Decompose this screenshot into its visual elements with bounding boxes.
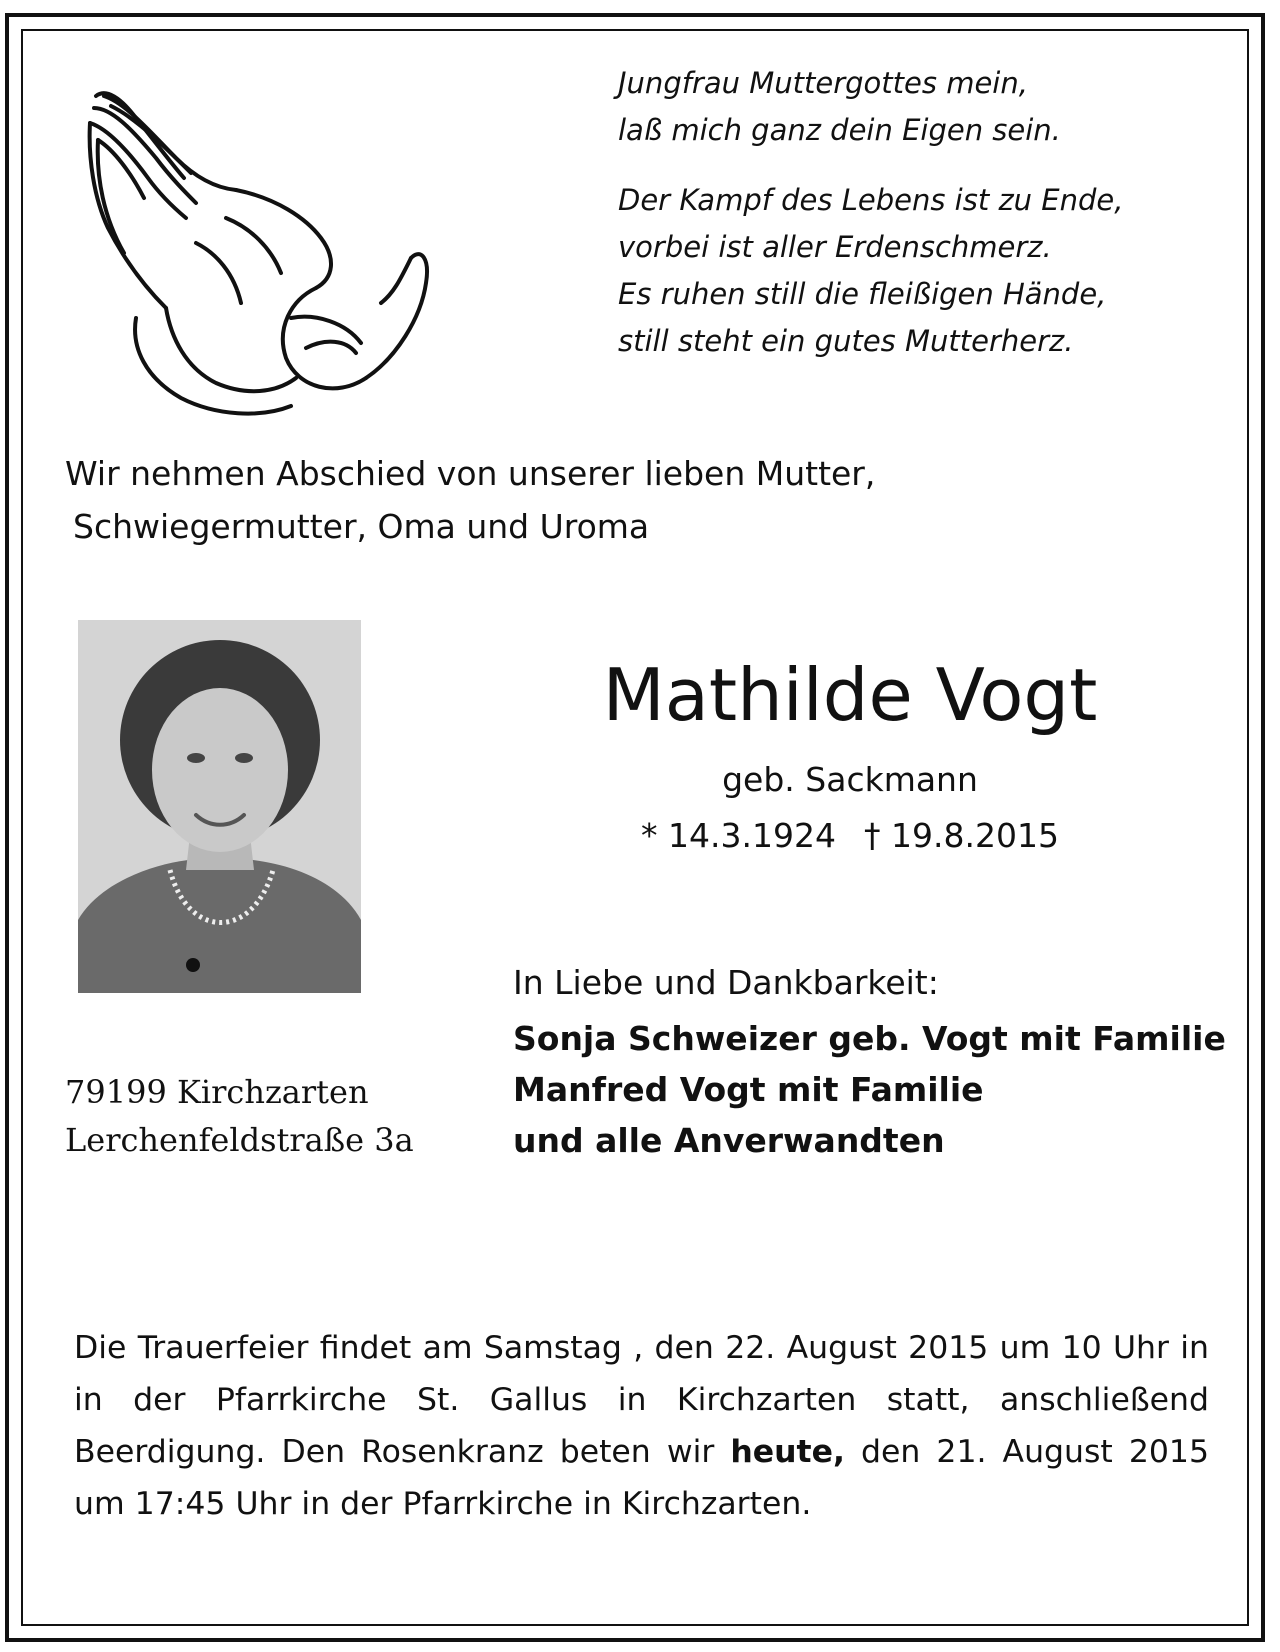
poem-line: Der Kampf des Lebens ist zu Ende, xyxy=(618,183,1124,217)
maiden-name: geb. Sackmann xyxy=(722,760,978,799)
mourner-name: Manfred Vogt mit Familie xyxy=(513,1070,984,1109)
portrait-photo xyxy=(78,620,361,993)
address-street: Lerchenfeldstraße 3a xyxy=(65,1121,414,1159)
life-dates xyxy=(600,814,1100,858)
address xyxy=(65,1068,465,1164)
notice-text-2: den 21. August 2015 um 17:45 Uhr in der Pfarrkirche in Kirchzarten. xyxy=(74,1434,1209,1522)
poem-line: Jungfrau Muttergottes mein, xyxy=(618,66,1028,100)
deceased-name: Mathilde Vogt xyxy=(602,653,1098,737)
poem-line: laß mich ganz dein Eigen sein. xyxy=(618,113,1061,147)
intro-line-1: Wir nehmen Abschied von unserer lieben Mutter, xyxy=(65,454,876,493)
farewell-intro xyxy=(65,447,1165,553)
mourners-list xyxy=(513,1013,1233,1166)
poem xyxy=(618,60,1238,388)
address-city: 79199 Kirchzarten xyxy=(65,1073,369,1111)
poem-line: vorbei ist aller Erdenschmerz. xyxy=(618,230,1052,264)
notice-emphasis: heute, xyxy=(730,1434,845,1470)
intro-line-2: Schwiegermutter, Oma und Uroma xyxy=(73,507,650,546)
poem-stanza-2 xyxy=(618,177,1238,365)
poem-line: still steht ein gutes Mutterherz. xyxy=(618,324,1074,358)
poem-line: Es ruhen still die fleißigen Hände, xyxy=(618,277,1107,311)
notice-text-1: Die Trauerfeier findet am Samstag , den 22. August 2015 um 10 Uhr in in der Pfarrkirche St. Gallus in Kirchzarten statt, anschließend Beerdigung. Den Rosenkranz beten wir xyxy=(74,1330,1209,1470)
poem-stanza-1 xyxy=(618,60,1238,154)
funeral-notice xyxy=(74,1322,1209,1530)
birth-date: * 14.3.1924 xyxy=(641,816,836,855)
death-date: † 19.8.2015 xyxy=(864,816,1059,855)
praying-hands-icon xyxy=(76,78,461,430)
mourner-name: Sonja Schweizer geb. Vogt mit Familie xyxy=(513,1019,1226,1058)
mourners-heading: In Liebe und Dankbarkeit: xyxy=(513,963,939,1002)
mourner-name: und alle Anverwandten xyxy=(513,1121,945,1160)
